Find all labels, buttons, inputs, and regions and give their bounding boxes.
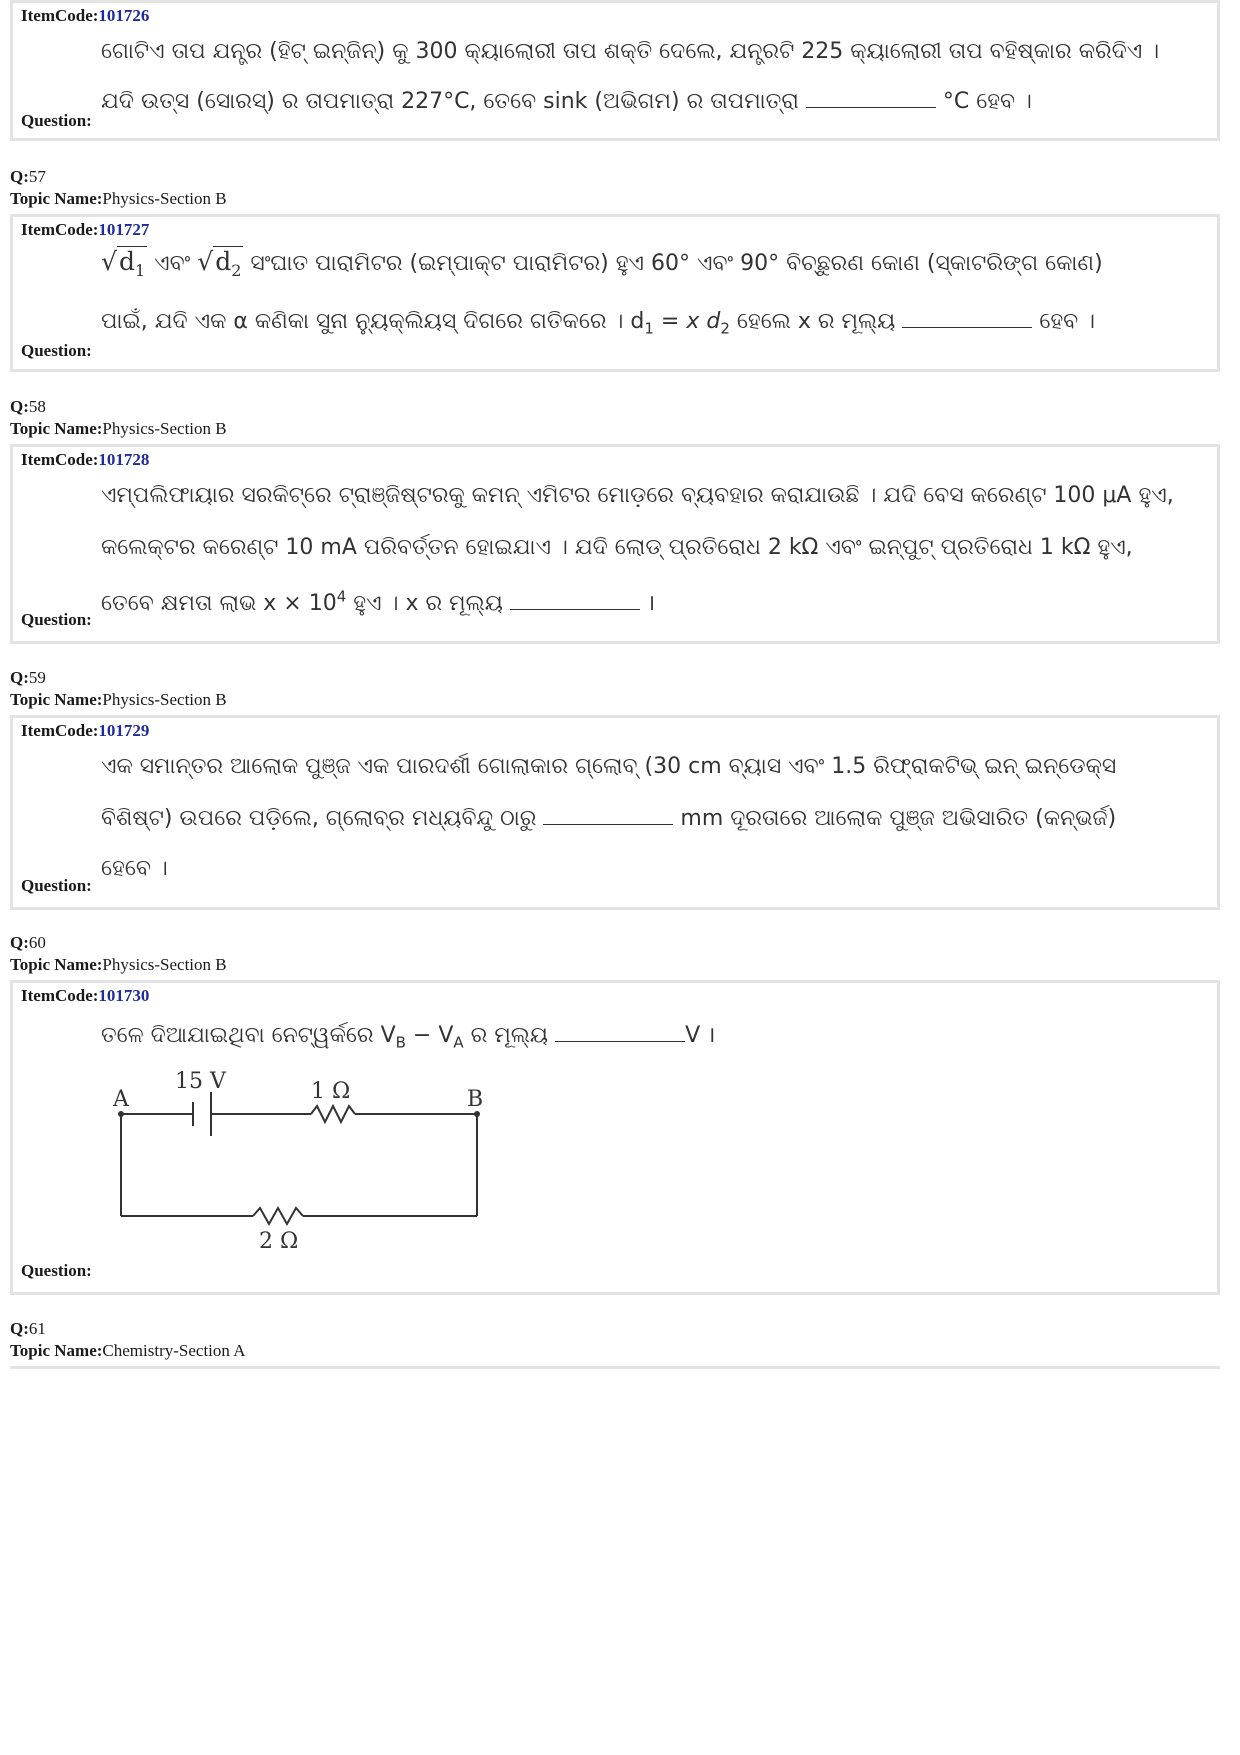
question-label: Question: xyxy=(21,876,92,895)
question-label: Question: xyxy=(21,1261,92,1280)
item-code: ItemCode:101726 xyxy=(21,6,150,25)
item-code: ItemCode:101730 xyxy=(21,986,150,1005)
battery-label: 15 V xyxy=(175,1069,226,1094)
question-card-101730 xyxy=(10,980,1220,1295)
divider xyxy=(10,1366,1220,1369)
node-b-label: B xyxy=(467,1087,484,1112)
question-label: Question: xyxy=(21,610,92,629)
question-text: ଗୋଟିଏ ତାପ ଯନ୍ତ୍ର (ହିଟ୍ ଇନ୍‌ଜିନ୍) କୁ 300 କ୍ୟାଲୋରୀ ତାପ ଶକ୍ତି ଦେଲେ, ଯନ୍ତ୍ରଟି 225 କ୍ୟାଲୋରୀ ତାପ ବହିଷ୍କାର କରିଦିଏ । ଯଦି ଉତ୍ସ (ସୋରସ୍) ର ତାପମାତ୍ରା 227°C, ତେବେ sink (ଅଭିଗମ) ର ତାପମାତ୍ରା °C ହେବ । xyxy=(101,39,1160,114)
resistor-2-label: 2 Ω xyxy=(259,1229,299,1254)
question-header-58: Q:58 Topic Name:Physics-Section B xyxy=(10,397,227,438)
question-text: ଏକ ସମାନ୍ତର ଆଲୋକ ପୁଞ୍ଜ ଏକ ପାରଦର୍ଶୀ ଗୋଲାକାର ଗ୍ଲୋବ୍ (30 cm ବ୍ୟାସ ଏବଂ 1.5 ରିଫ୍ରାକଟିଭ୍ ଇନ୍ ଇନ୍‌ଡେକ୍ସ ବିଶିଷ୍ଟ) ଉପରେ ପଡ଼ିଲେ, ଗ୍ଲୋବ୍‌ର ମଧ୍ୟବିନ୍ଦୁ ଠାରୁ mm ଦୂରତାରେ ଆଲୋକ ପୁଞ୍ଜ ଅଭିସାରିତ (କନ୍‌ଭର୍ଜ) ହେବେ । xyxy=(101,754,1117,881)
resistor-1-ohm xyxy=(311,1106,355,1122)
question-text: ତଳେ ଦିଆଯାଇଥିବା ନେଟ୍‌ୱର୍କରେ $V_B - V_A$ ର ମୂଲ୍ୟ V । xyxy=(101,1023,716,1052)
answer-blank xyxy=(902,309,1032,328)
question-header-57: Q:57 Topic Name:Physics-Section B xyxy=(10,167,227,208)
node-a-label: A xyxy=(113,1087,129,1112)
question-text: ଏମ୍ପଲିଫାୟାର ସରକିଟ୍‌ରେ ଟ୍ରାଞ୍ଜିଷ୍ଟରକୁ କମନ୍ ଏମିଟର ମୋଡ଼ରେ ବ୍ୟବହାର କରାଯାଉଛି । ଯଦି ବେସ କରେଣ୍ଟ 100 μA ହୁଏ, କଲେକ୍ଟର କରେଣ୍ଟ 10 mA ପରିବର୍ତ୍ତନ ହୋଇଯାଏ । ଯଦି ଲୋଡ୍ ପ୍ରତିରୋଧ 2 kΩ ଏବଂ ଇନ୍‌ପୁଟ୍ ପ୍ରତିରୋଧ 1 kΩ ହୁଏ, ତେବେ କ୍ଷମତା ଲାଭ $x \times 10^4$ ହୁଏ । x ର ମୂଲ୍ୟ । xyxy=(101,483,1174,616)
question-label: Question: xyxy=(21,341,92,360)
answer-blank xyxy=(543,806,673,825)
item-code: ItemCode:101728 xyxy=(21,450,150,469)
question-card-101726 xyxy=(10,0,1220,141)
answer-blank xyxy=(806,89,936,108)
question-label: Question: xyxy=(21,111,92,130)
question-header-59: Q:59 Topic Name:Physics-Section B xyxy=(10,668,227,709)
item-code: ItemCode:101729 xyxy=(21,721,150,740)
resistor-2-ohm xyxy=(253,1208,303,1224)
circuit-diagram xyxy=(103,1068,523,1288)
answer-blank xyxy=(510,591,640,610)
question-card-101728 xyxy=(10,444,1220,644)
question-header-60: Q:60 Topic Name:Physics-Section B xyxy=(10,933,227,974)
question-text: $√d_1$ ଏବଂ $√d_2$ ସଂଘାତ ପାରାମିଟର (ଇମ୍ପାକ୍ଟ ପାରାମିଟର) ହୁଏ 60° ଏବଂ 90° ବିଚ୍ଛୁରଣ କୋଣ (ସ୍କାଟରିଙ୍ଗ କୋଣ) ପାଇଁ, ଯଦି ଏକ α କଣିକା ସୁନା ନ୍ୟୁକ୍ଲିୟସ୍ ଦିଗରେ ଗତିକରେ । $d_1 = x$ $d_2$ ହେଲେ x ର ମୂଲ୍ୟ ହେବ । xyxy=(101,247,1103,338)
item-code: ItemCode:101727 xyxy=(21,220,150,239)
resistor-1-label: 1 Ω xyxy=(311,1079,351,1104)
question-header-61: Q:61 Topic Name:Chemistry-Section A xyxy=(10,1319,246,1360)
question-card-101729 xyxy=(10,715,1220,910)
question-card-101727 xyxy=(10,214,1220,372)
answer-blank xyxy=(555,1023,685,1042)
